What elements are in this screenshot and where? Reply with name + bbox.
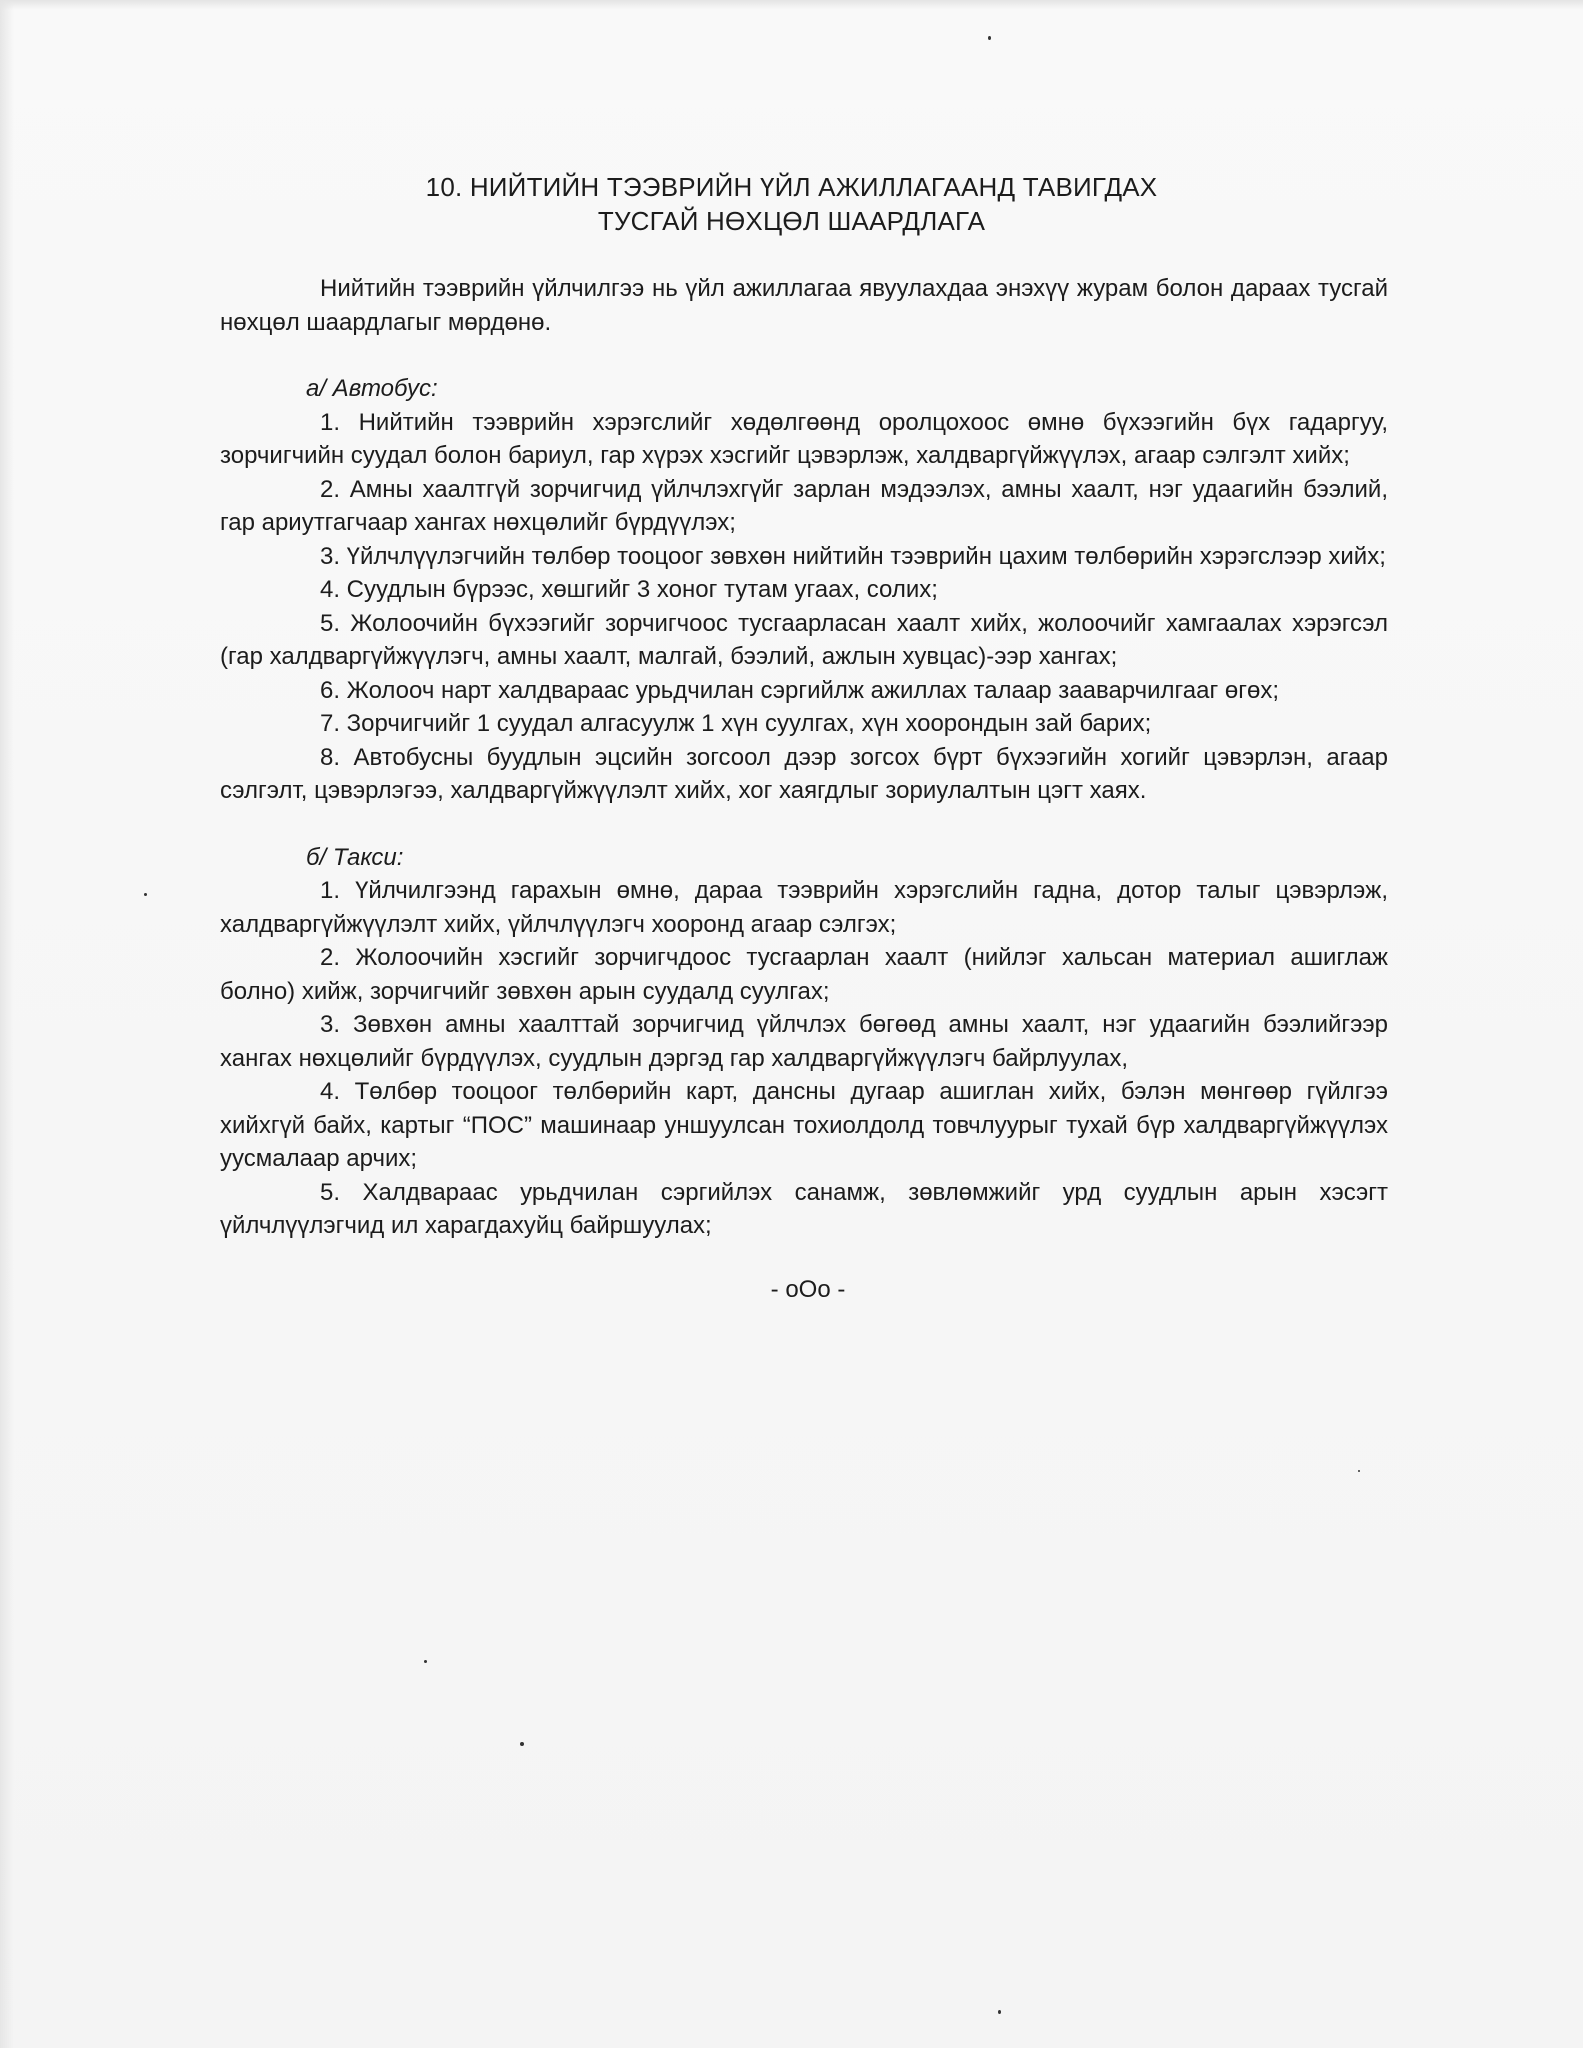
bus-item-3: 3. Үйлчлүүлэгчийн төлбөр тооцоог зөвхөн нийтийн тээврийн цахим төлбөрийн хэрэгслээр хийх; [320, 542, 1386, 570]
bus-item-6: 6. Жолооч нарт халдвараас урьдчилан сэргийлж ажиллах талаар зааварчилгааг өгөх; [320, 676, 1279, 704]
title-line-2: ТУСГАЙ НӨХЦӨЛ ШААРДЛАГА [597, 206, 986, 236]
intro-paragraph: Нийтийн тээврийн үйлчилгээ нь үйл ажиллагаа явуулахдаа энэхүү журам болон дараах тусгай нөхцөл шаардлагыг мөрдөнө. [220, 275, 1388, 336]
taxi-item-2: 2. Жолоочийн хэсгийг зорчигчдоос тусгаарлан хаалт (нийлэг хальсан материал ашиглаж болно) хийж, зорчигчийг зөвхөн арын суудалд суулгах; [220, 944, 1388, 1005]
bus-item-7: 7. Зорчигчийг 1 суудал алгасуулж 1 хүн суулгах, хүн хоорондын зай барих; [320, 710, 1152, 737]
document-title [0, 170, 1583, 238]
bus-item-1: 1. Нийтийн тээврийн хэрэгслийг хөдөлгөөнд оролцохоос өмнө бүхээгийн бүх гадаргуу, зорчигчийн суудал болон бариул, гар хүрэх хэсгийг цэвэрлэж, халдваргүйжүүлэх, агаар сэлгэлт хийх; [220, 408, 1388, 469]
section-heading-taxi: б/ Такси: [306, 843, 404, 871]
bus-item-8: 8. Автобусны буудлын эцсийн зогсоол дээр зогсох бүрт бүхээгийн хогийг цэвэрлэн, агаар сэлгэлт, цэвэрлэгээ, халдваргүйжүүлэлт хийх, хог хаягдлыг зориулалтын цэгт хаях. [220, 743, 1388, 804]
scan-speck [1358, 1470, 1360, 1472]
document-body [220, 272, 1388, 1306]
taxi-item-4: 4. Төлбөр тооцоог төлбөрийн карт, дансны дугаар ашиглан хийх, бэлэн мөнгөөр гүйлгээ хийхгүй байх, картыг “ПОС” машинаар уншуулсан тохиолдолд товчлуурыг тухай бүр халдваргүйжүүлэх уусмалаар арчих; [220, 1078, 1388, 1172]
scan-speck [144, 893, 147, 896]
taxi-item-3: 3. Зөвхөн амны хаалттай зорчигчид үйлчлэх бөгөөд амны хаалт, нэг удаагийн бээлийгээр хангах нөхцөлийг бүрдүүлэх, суудлын дэргэд гар халдваргүйжүүлэгч байрлуулах, [220, 1011, 1388, 1072]
title-line-1: 10. НИЙТИЙН ТЭЭВРИЙН ҮЙЛ АЖИЛЛАГААНД ТАВИГДАХ [425, 172, 1158, 202]
section-heading-bus: а/ Автобус: [306, 375, 438, 402]
taxi-item-5: 5. Халдвараас урьдчилан сэргийлэх санамж, зөвлөмжийг урд суудлын арын хэсэгт үйлчлүүлэгчид ил харагдахуйц байршуулах; [220, 1178, 1388, 1239]
scan-shadow-top [0, 0, 1583, 10]
taxi-item-1: 1. Үйлчилгээнд гарахын өмнө, дараа тээврийн хэрэгслийн гадна, дотор талыг цэвэрлэж, халдваргүйжүүлэлт хийх, үйлчлүүлэгч хооронд агаар сэлгэх; [220, 877, 1388, 938]
bus-item-4: 4. Суудлын бүрээс, хөшгийг 3 хоног тутам угаах, солих; [320, 576, 938, 603]
bus-item-5: 5. Жолоочийн бүхээгийг зорчигчоос тусгаарласан хаалт хийх, жолоочийг хамгаалах хэрэгсэл (гар халдваргүйжүүлэгч, амны хаалт, малгай, бээлий, ажлын хувцас)-ээр хангах; [220, 609, 1388, 670]
scan-speck [520, 1742, 524, 1746]
section-taxi [220, 841, 1388, 1243]
end-mark: - oOo - [770, 1275, 846, 1303]
bus-item-2: 2. Амны хаалтгүй зорчигчид үйлчлэхгүйг зарлан мэдээлэх, амны хаалт, нэг удаагийн бээлий, гар ариутгагчаар хангах нөхцөлийг бүрдүүлэх; [220, 475, 1388, 536]
scan-speck [998, 2010, 1001, 2014]
scan-speck [424, 1660, 427, 1663]
section-bus [220, 372, 1388, 808]
scan-speck [988, 36, 991, 40]
scan-shadow-left [0, 0, 14, 2048]
